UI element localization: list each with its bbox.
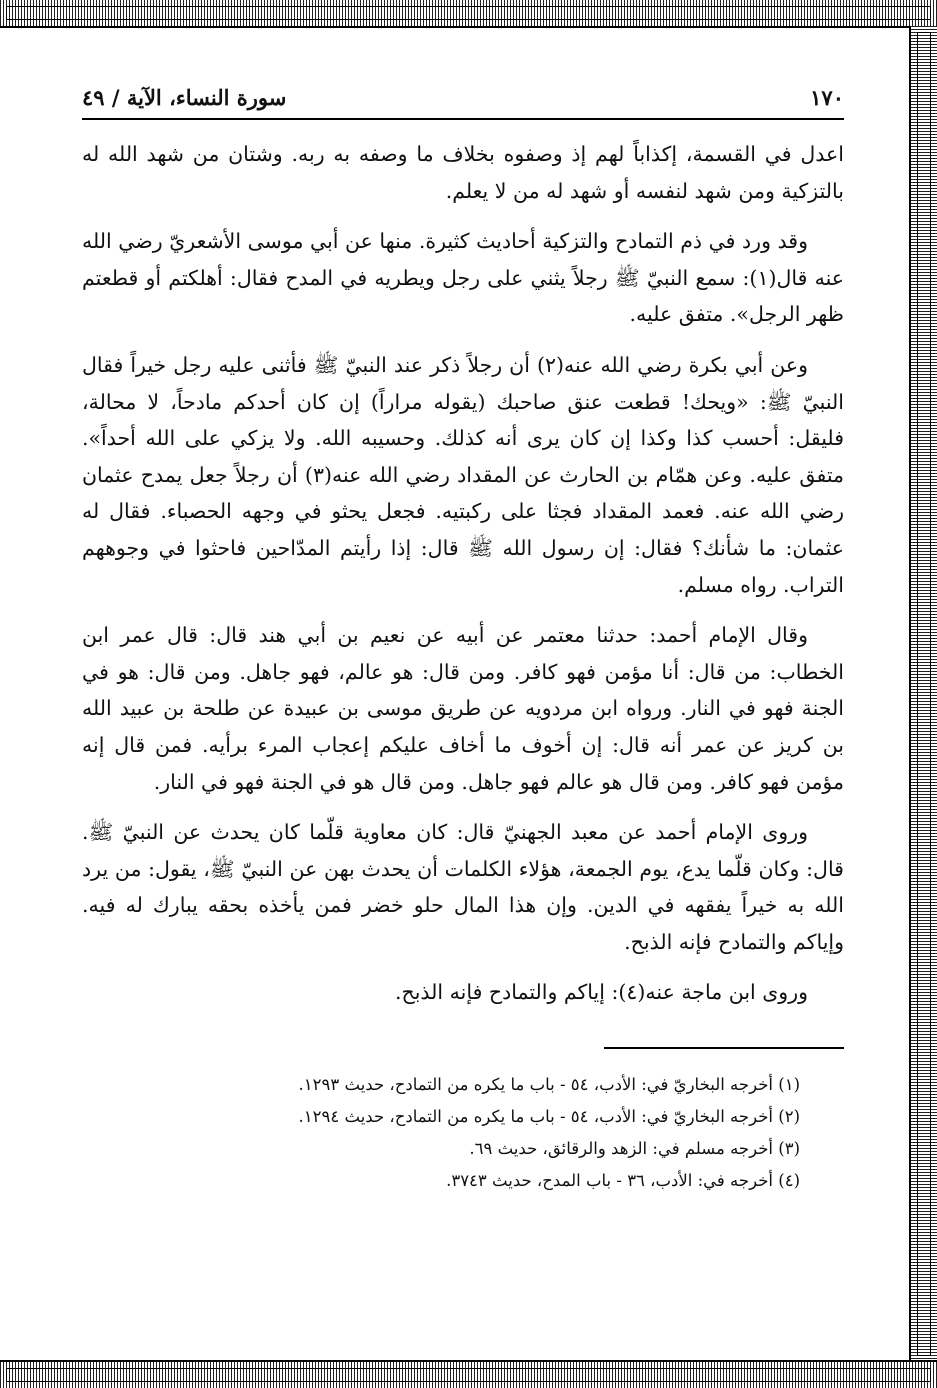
paragraph: وقد ورد في ذم التمادح والتزكية أحاديث كثيرة. منها عن أبي موسى الأشعريّ رضي الله عنه قال(١): سمع النبيّ ﷺ رجلاً يثني على رجل ويطريه في المدح فقال: أهلكتم أو قطعتم ظهر الرجل». متفق عليه. [82, 229, 844, 327]
paragraph: وعن أبي بكرة رضي الله عنه(٢) أن رجلاً ذكر عند النبيّ ﷺ فأثنى عليه رجل خيراً فقال النبيّ ﷺ: «ويحك! قطعت عنق صاحبك (يقوله مراراً) إن كان أحدكم مادحاً، لا محالة، فليقل: أحسب كذا وكذا إن كان يرى أنه كذلك. وحسيبه الله. ولا يزكي على الله أحداً». متفق عليه. وعن همّام بن الحارث عن المقداد رضي الله عنه(٣) أن رجلاً جعل يمدح عثمان رضي الله عنه. فعمد المقداد فجثا على ركبتيه. فجعل يحثو في وجهه الحصباء. فقال له عثمان: ما شأنك؟ فقال: إن رسول الله ﷺ قال: إذا رأيتم المدّاحين فاحثوا في وجوههم التراب. رواه مسلم. [82, 352, 845, 597]
main-text [82, 136, 844, 1011]
paragraph: وقال الإمام أحمد: حدثنا معتمر عن أبيه عن نعيم بن أبي هند قال: قال عمر ابن الخطاب: من قال: أنا مؤمن فهو كافر. ومن قال: هو عالم، فهو جاهل. ومن قال: هو في الجنة فهو في النار. ورواه ابن مردويه عن طريق موسى بن عبيدة عن طلحة بن عبيد الله بن كريز عن عمر أنه قال: إن أخوف ما أخاف عليكم إعجاب المرء برأيه. فمن قال إنه مؤمن فهو كافر. ومن قال هو عالم فهو جاهل. ومن قال هو في الجنة فهو في النار. [82, 623, 844, 794]
running-header [82, 70, 844, 110]
footnote: (١) أخرجه البخاريّ في: الأدب، ٥٤ - باب ما يكره من التمادح، حديث ١٢٩٣. [298, 1075, 800, 1095]
footnotes [82, 1069, 844, 1197]
footnote: (٣) أخرجه مسلم في: الزهد والرقائق، حديث ٦٩. [469, 1139, 800, 1159]
decorative-border-top [0, 0, 937, 28]
footnote: (٢) أخرجه البخاريّ في: الأدب، ٥٤ - باب ما يكره من التمادح، حديث ١٢٩٤. [298, 1107, 800, 1127]
decorative-border-right [909, 26, 937, 1362]
footnote: (٤) أخرجه في: الأدب، ٣٦ - باب المدح، حديث ٣٧٤٣. [446, 1171, 800, 1191]
footnote-rule [604, 1047, 844, 1049]
paragraph: وروى ابن ماجة عنه(٤): إياكم والتمادح فإنه الذبح. [394, 980, 808, 1005]
page-number: ١٧٠ [810, 85, 844, 110]
paragraph: وروى الإمام أحمد عن معبد الجهنيّ قال: كان معاوية قلّما كان يحدث عن النبيّ ﷺ. قال: وكان قلّما يدع، يوم الجمعة، هؤلاء الكلمات أن يحدث بهن عن النبيّ ﷺ، يقول: من يرد الله به خيراً يفقهه في الدين. وإن هذا المال حلو خضر فمن يأخذه بحقه يبارك له فيه. وإياكم والتمادح فإنه الذبح. [82, 820, 844, 954]
surah-title: سورة النساء، الآية / ٤٩ [82, 85, 287, 110]
header-rule [82, 118, 844, 120]
decorative-border-bottom [0, 1360, 937, 1388]
paragraph: اعدل في القسمة، إكذاباً لهم إذ وصفوه بخلاف ما وصفه به ربه. وشتان من شهد الله له بالتزكية ومن شهد لنفسه أو شهد له من لا يعلم. [82, 142, 844, 203]
book-page [82, 70, 844, 1197]
